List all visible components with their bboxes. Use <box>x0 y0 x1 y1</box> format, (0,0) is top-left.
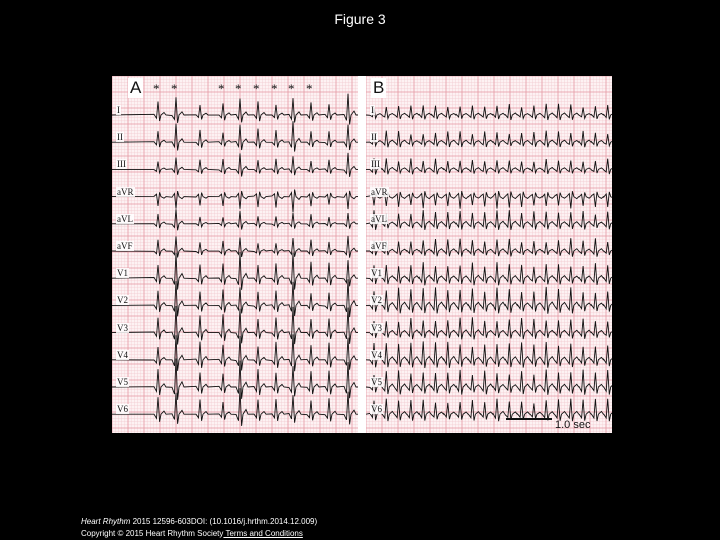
panel-a-label: A <box>130 78 142 97</box>
beat-markers <box>112 81 358 97</box>
lead-label: V1 <box>371 268 382 278</box>
lead-label: V3 <box>371 323 382 333</box>
lead-label: aVF <box>117 241 133 251</box>
lead-label: V2 <box>117 295 128 305</box>
terms-link[interactable]: Terms and Conditions <box>223 529 303 538</box>
lead-label: aVR <box>371 187 388 197</box>
beat-marker: * <box>218 81 225 96</box>
citation: 2015 12596-603DOI: (10.1016/j.hrthm.2014.12.009) <box>130 517 318 526</box>
lead-label: I <box>371 105 374 115</box>
beat-marker: * <box>253 81 260 96</box>
ecg-tracing-b <box>366 76 612 433</box>
beat-marker: * <box>306 81 313 96</box>
lead-label: V5 <box>371 377 382 387</box>
lead-label: III <box>117 159 126 169</box>
panel-b-label: B <box>373 78 385 97</box>
figure-footer <box>81 516 317 540</box>
ecg-panel-b <box>366 76 612 433</box>
lead-label: II <box>117 132 123 142</box>
lead-label: aVL <box>371 214 387 224</box>
ecg-figure <box>112 76 612 433</box>
lead-label: II <box>371 132 377 142</box>
lead-label: V4 <box>117 350 128 360</box>
lead-label: V6 <box>117 404 128 414</box>
beat-marker: * <box>235 81 242 96</box>
copyright: Copyright © 2015 Heart Rhythm Society <box>81 529 224 538</box>
time-scale-label: 1.0 sec <box>555 419 591 431</box>
journal-name: Heart Rhythm <box>81 517 131 526</box>
time-scale-bar <box>506 418 552 420</box>
beat-marker: * <box>288 81 295 96</box>
lead-label: V4 <box>371 350 382 360</box>
lead-label: V1 <box>117 268 128 278</box>
lead-label: V2 <box>371 295 382 305</box>
ecg-panel-a <box>112 76 358 433</box>
lead-label: aVL <box>117 214 133 224</box>
ecg-tracing-a <box>112 76 358 433</box>
beat-marker: * <box>271 81 278 96</box>
lead-label: aVR <box>117 187 134 197</box>
lead-label: V5 <box>117 377 128 387</box>
lead-label: aVF <box>371 241 387 251</box>
lead-label: III <box>371 159 380 169</box>
beat-marker: * <box>153 81 160 96</box>
figure-title: Figure 3 <box>334 11 386 27</box>
lead-label: V6 <box>371 404 382 414</box>
lead-label: I <box>117 105 120 115</box>
beat-marker: * <box>171 81 178 96</box>
lead-label: V3 <box>117 323 128 333</box>
